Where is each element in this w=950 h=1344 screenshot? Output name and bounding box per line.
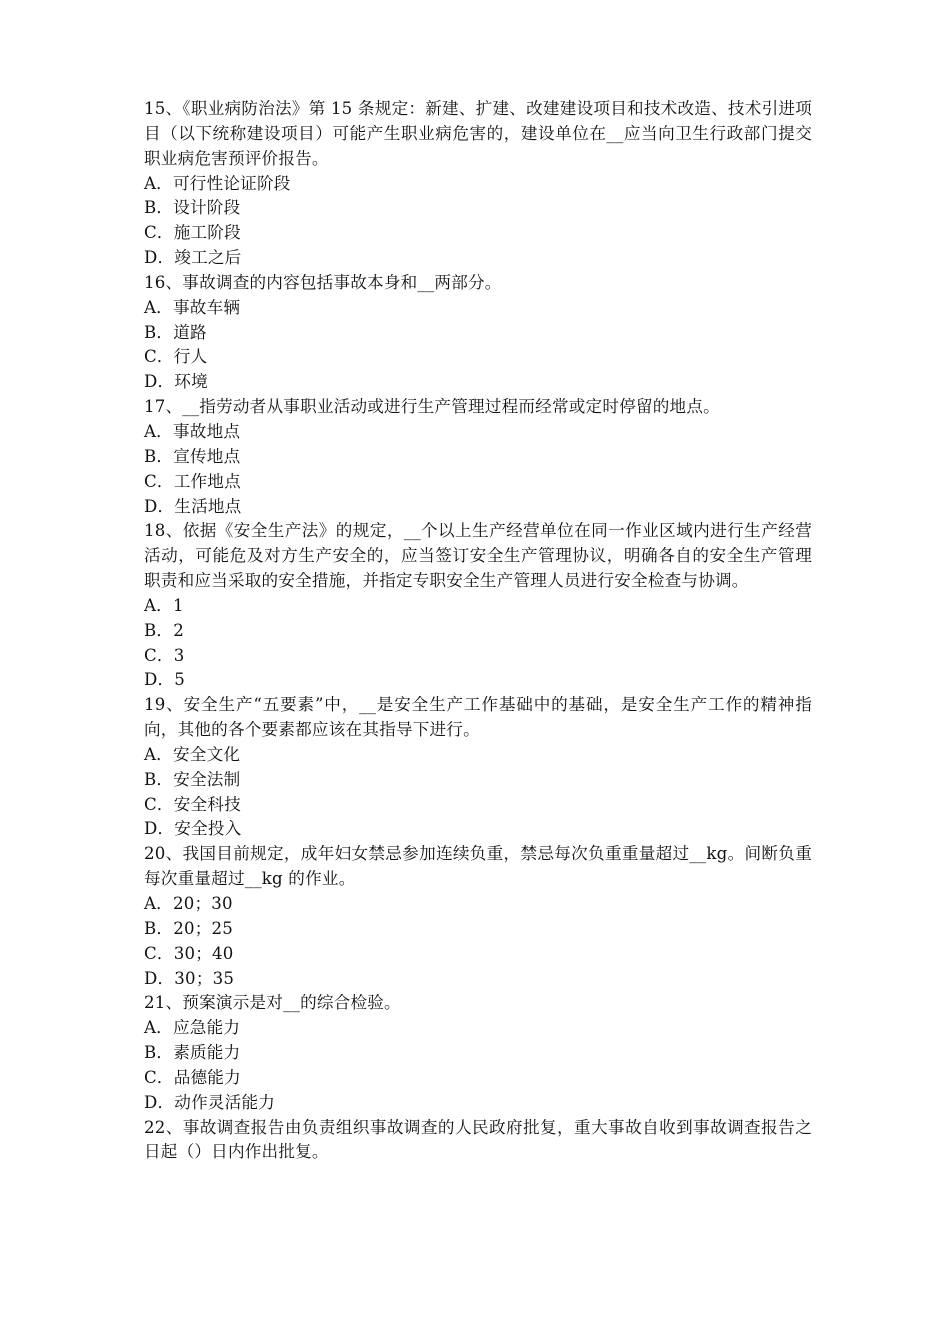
question-16 (144, 271, 812, 395)
option-d: D．5 (144, 670, 186, 690)
question-20 (144, 842, 812, 991)
option-a: A．事故车辆 (144, 297, 241, 317)
option-d: D．安全投入 (144, 819, 242, 839)
question-stem: 17、__指劳动者从事职业活动或进行生产管理过程而经常或定时停留的地点。 (144, 397, 720, 417)
option-d: D．动作灵活能力 (144, 1092, 276, 1112)
option-b: B．20；25 (144, 918, 234, 938)
option-b: B．宣传地点 (144, 446, 241, 466)
question-stem: 22、事故调查报告由负责组织事故调查的人民政府批复，重大事故自收到事故调查报告之日起（）日内作出批复。 (144, 1117, 812, 1162)
option-c: C．安全科技 (144, 794, 241, 814)
question-stem: 21、预案演示是对__的综合检验。 (144, 993, 401, 1013)
option-c: C．工作地点 (144, 471, 241, 491)
question-list (144, 97, 812, 1165)
option-b: B．道路 (144, 322, 207, 342)
question-stem: 20、我国目前规定，成年妇女禁忌参加连续负重，禁忌每次负重重量超过__kg。间断负重每次重量超过__kg 的作业。 (144, 844, 812, 889)
question-stem: 18、依据《安全生产法》的规定，__个以上生产经营单位在同一作业区域内进行生产经营活动，可能危及对方生产安全的，应当签订安全生产管理协议，明确各自的安全生产管理职责和应当采取的安全措施，并指定专职安全生产管理人员进行安全检查与协调。 (144, 521, 812, 591)
option-c: C．品德能力 (144, 1067, 241, 1087)
option-a: A．应急能力 (144, 1018, 241, 1038)
option-b: B．安全法制 (144, 769, 241, 789)
question-stem: 16、事故调查的内容包括事故本身和__两部分。 (144, 272, 502, 292)
question-18 (144, 519, 812, 693)
question-stem: 15、《职业病防治法》第 15 条规定：新建、扩建、改建建设项目和技术改造、技术引进项目（以下统称建设项目）可能产生职业病危害的，建设单位在__应当向卫生行政部门提交职业病危害预评价报告。 (144, 99, 812, 168)
option-b: B．2 (144, 620, 184, 640)
question-21 (144, 991, 812, 1115)
option-b: B．设计阶段 (144, 198, 241, 218)
option-b: B．素质能力 (144, 1043, 241, 1063)
option-c: C．30；40 (144, 943, 234, 963)
option-a: A．安全文化 (144, 744, 241, 764)
option-c: C．3 (144, 645, 185, 665)
option-d: D．生活地点 (144, 496, 242, 516)
option-d: D．竣工之后 (144, 248, 242, 268)
option-a: A．事故地点 (144, 421, 241, 441)
option-c: C．施工阶段 (144, 223, 241, 243)
option-a: A．可行性论证阶段 (144, 173, 291, 193)
option-d: D．30；35 (144, 968, 235, 988)
option-a: A．20；30 (144, 894, 233, 913)
option-a: A．1 (144, 595, 184, 615)
option-c: C．行人 (144, 347, 208, 367)
question-17 (144, 395, 812, 519)
option-d: D．环境 (144, 372, 208, 392)
question-15 (144, 97, 812, 271)
question-22 (144, 1116, 812, 1166)
question-19 (144, 693, 812, 842)
question-stem: 19、安全生产“五要素”中，__是安全生产工作基础中的基础，是安全生产工作的精神指向，其他的各个要素都应该在其指导下进行。 (144, 695, 812, 740)
